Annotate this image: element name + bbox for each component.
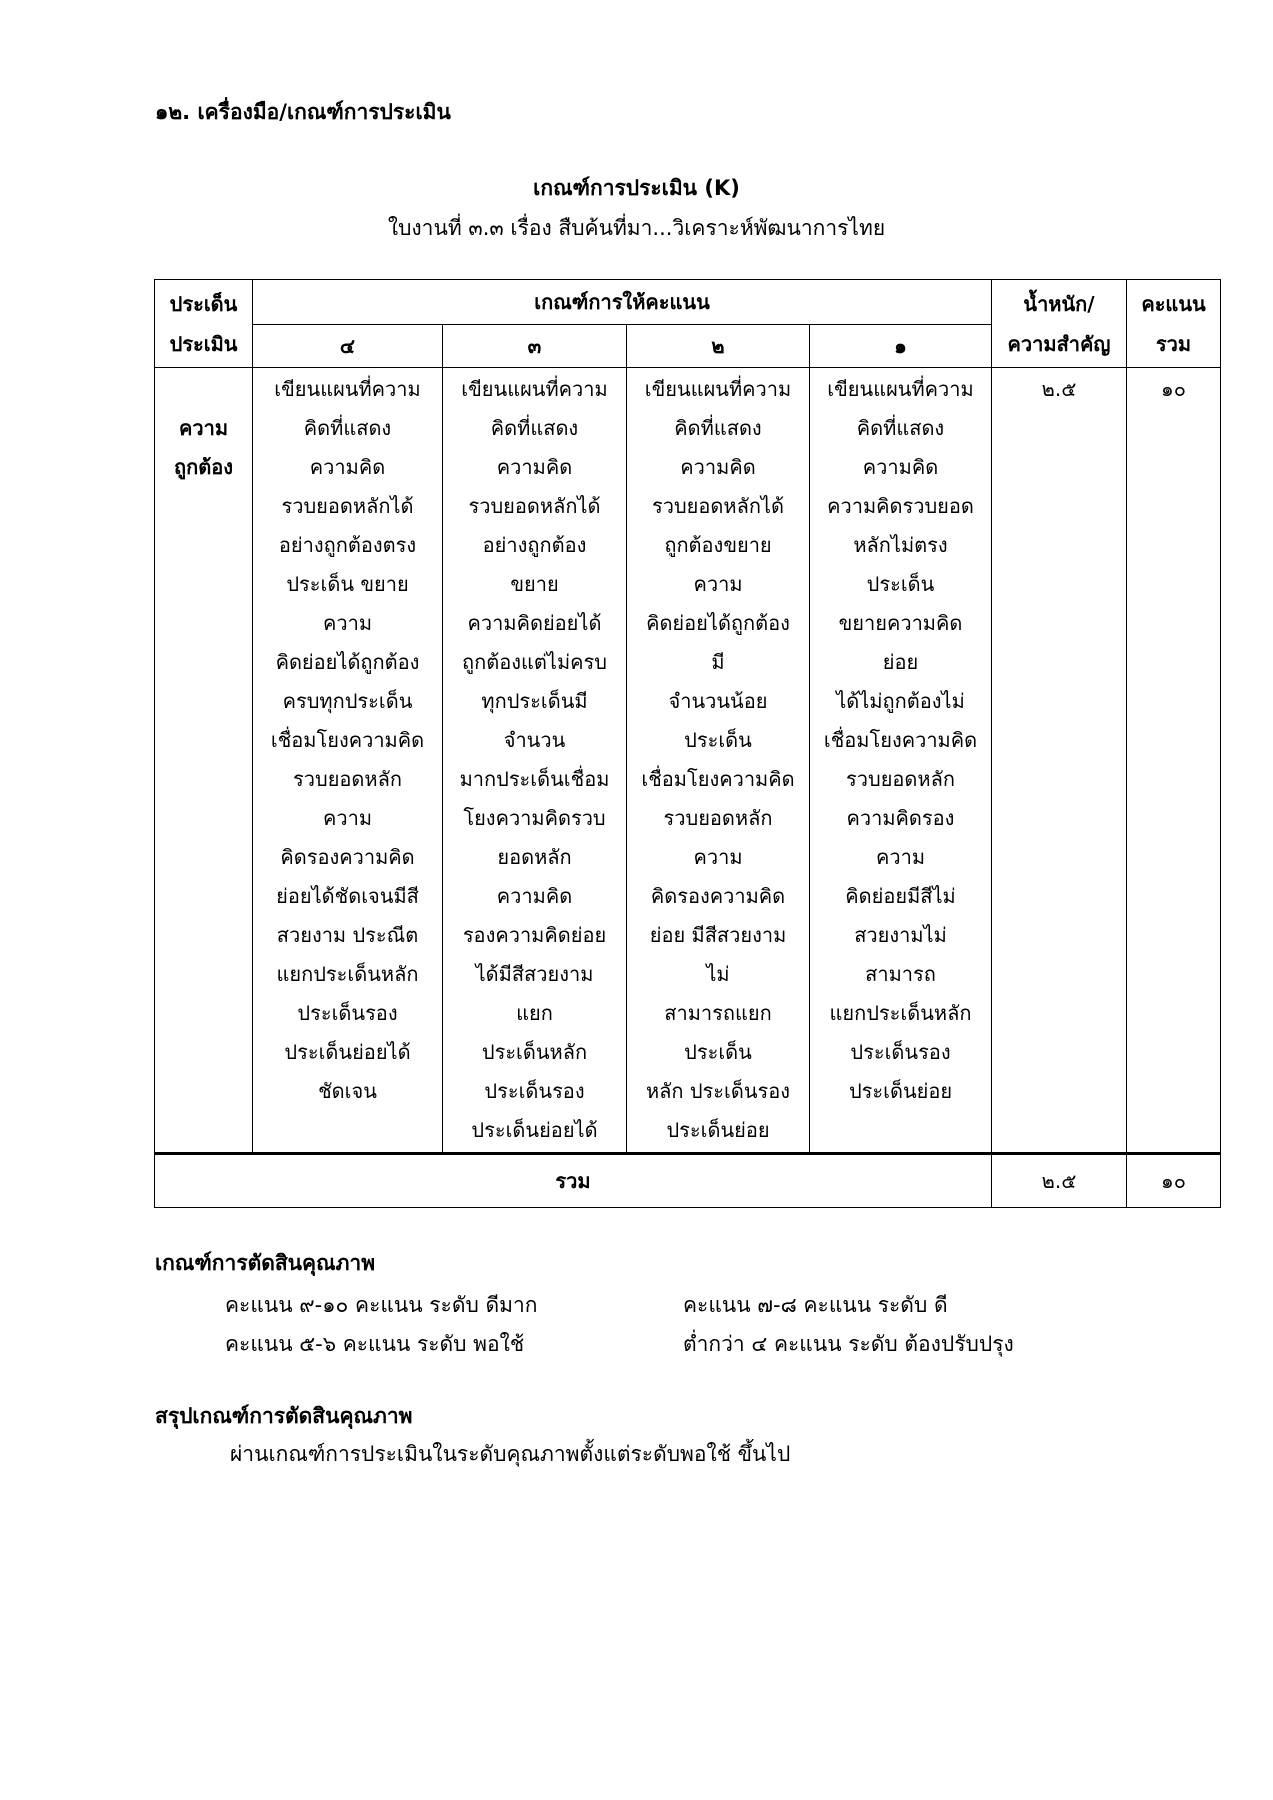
criteria-line: ประเด็นหลัก: [481, 1040, 588, 1064]
judgement-row2-left: คะแนน ๕-๖ คะแนน ระดับ พอใช้: [225, 1332, 525, 1356]
criteria-line: ครบทุกประเด็น: [282, 689, 413, 713]
criteria-line: รวบยอดหลักได้: [468, 494, 601, 518]
criteria-level-1: [810, 368, 992, 1154]
judgement-row1-right: คะแนน ๗-๘ คะแนน ระดับ ดี: [683, 1293, 948, 1317]
criteria-line: ได้ไม่ถูกต้องไม่: [836, 689, 965, 713]
criteria-line: ประเด็นย่อย: [848, 1079, 953, 1103]
criteria-row: [155, 368, 1221, 1154]
criteria-line: ประเด็น ขยาย: [286, 572, 409, 596]
criteria-line: เชื่อมโยงความคิด: [823, 728, 978, 752]
header-topic-line2: ประเมิน: [169, 331, 238, 356]
summary-heading: สรุปเกณฑ์การตัดสินคุณภาพ: [155, 1404, 413, 1428]
criteria-line: สามารถแยก: [664, 1001, 772, 1025]
criteria-line: คิดรองความคิด: [280, 845, 415, 869]
rubric-table: [154, 279, 1221, 1208]
criteria-line: ประเด็นรอง: [850, 1040, 951, 1064]
criteria-line: หลักไม่ตรง: [853, 533, 948, 557]
criteria-line: สวยงามไม่: [854, 923, 947, 947]
criteria-level-2: [627, 368, 810, 1154]
criteria-line: จำนวน: [503, 728, 566, 752]
total-row: [155, 1154, 1221, 1208]
criteria-line: ได้มีสีสวยงาม: [475, 962, 594, 986]
criteria-line: เขียนแผนที่ความ: [461, 377, 608, 401]
criteria-line: มากประเด็นเชื่อม: [459, 767, 610, 791]
summary-text: ผ่านเกณฑ์การประเมินในระดับคุณภาพตั้งแต่ระดับพอใช้ ขึ้นไป: [230, 1442, 791, 1466]
criteria-line: ความคิดรอง: [846, 806, 955, 830]
criteria-line: แยกประเด็นหลัก: [276, 962, 419, 986]
criteria-line: ยอดหลัก: [497, 845, 572, 869]
criteria-line: คิดรองความคิด: [650, 884, 786, 908]
criteria-line: ความ: [875, 845, 926, 869]
criteria-line: ความคิด: [862, 455, 939, 479]
criteria-line: ย่อยได้ชัดเจนมีสี: [276, 884, 419, 908]
criteria-line: รวบยอดหลักได้: [652, 494, 784, 518]
total-label: รวม: [155, 1154, 992, 1208]
criteria-line: เชื่อมโยงความคิด: [270, 728, 425, 752]
criteria-line: มี: [711, 650, 725, 674]
header-criteria: เกณฑ์การให้คะแนน: [253, 280, 992, 325]
criteria-line: เชื่อมโยงความคิด: [641, 767, 795, 791]
criteria-line: เขียนแผนที่ความ: [274, 377, 421, 401]
criteria-line: คิดย่อยได้ถูกต้อง: [275, 650, 420, 674]
header-topic: [155, 280, 253, 368]
section-heading: ๑๒. เครื่องมือ/เกณฑ์การประเมิน: [155, 100, 451, 124]
header-topic-line1: ประเด็น: [169, 291, 238, 316]
criteria-line: รองความคิดย่อย: [462, 923, 607, 947]
criteria-line: ความ: [322, 806, 373, 830]
criteria-line: คิดที่แสดง: [303, 416, 392, 440]
criteria-line: รวบยอดหลัก: [846, 767, 955, 791]
criteria-line: ความคิดย่อยได้: [467, 611, 602, 635]
criteria-line: รวบยอดหลัก: [663, 806, 773, 830]
header-level-4: ๔: [253, 325, 443, 368]
criteria-line: ทุกประเด็นมี: [481, 689, 588, 713]
criteria-line: สามารถ: [865, 962, 936, 986]
criteria-line: คิดย่อยมีสีไม่: [845, 884, 956, 908]
total-score: ๑๐: [1127, 1154, 1221, 1208]
criteria-line: ย่อย: [882, 650, 919, 674]
criteria-line: ย่อย มีสีสวยงาม: [649, 923, 787, 947]
header-score-line2: รวม: [1155, 331, 1192, 356]
weight-value: ๒.๕: [992, 368, 1127, 1154]
criteria-line: ความ: [693, 572, 743, 596]
header-level-1: ๑: [810, 325, 992, 368]
criteria-line: ความ: [693, 845, 743, 869]
criteria-line: แยกประเด็นหลัก: [829, 1001, 972, 1025]
topic-line2: ถูกต้อง: [174, 455, 233, 479]
criteria-level-4: [253, 368, 443, 1154]
criteria-line: ขยาย: [510, 572, 559, 596]
criteria-line: ประเด็น: [684, 728, 752, 752]
judgement-row1-left: คะแนน ๙-๑๐ คะแนน ระดับ ดีมาก: [225, 1293, 538, 1317]
criteria-line: ความคิด: [309, 455, 386, 479]
criteria-line: ถูกต้องแต่ไม่ครบ: [462, 650, 607, 674]
criteria-line: คิดที่แสดง: [490, 416, 579, 440]
criteria-line: สวยงาม ประณีต: [276, 923, 419, 947]
criteria-level-3: [443, 368, 627, 1154]
criteria-line: แยก: [516, 1001, 553, 1025]
header-score: [1127, 280, 1221, 368]
criteria-line: อย่างถูกต้อง: [482, 533, 587, 557]
criteria-line: ประเด็นย่อยได้: [471, 1118, 598, 1142]
criteria-line: ขยายความคิด: [838, 611, 963, 635]
criteria-line: เขียนแผนที่ความ: [644, 377, 792, 401]
criteria-line: ชัดเจน: [318, 1079, 377, 1103]
criteria-line: ประเด็นรอง: [484, 1079, 585, 1103]
criteria-line: ประเด็น: [866, 572, 935, 596]
criteria-line: ความคิด: [680, 455, 756, 479]
total-weight: ๒.๕: [992, 1154, 1127, 1208]
criteria-line: ความคิดรวบยอด: [827, 494, 974, 518]
criteria-line: คิดที่แสดง: [856, 416, 945, 440]
criteria-line: รวบยอดหลักได้: [281, 494, 414, 518]
criteria-line: ประเด็นย่อยได้: [284, 1040, 411, 1064]
criteria-line: รวบยอดหลัก: [293, 767, 402, 791]
judgement-row2-right: ต่ำกว่า ๔ คะแนน ระดับ ต้องปรับปรุง: [683, 1332, 1014, 1356]
header-level-2: ๒: [627, 325, 810, 368]
criteria-line: ความ: [322, 611, 373, 635]
header-weight-line1: น้ำหนัก/: [1023, 291, 1095, 316]
criteria-line: จำนวนน้อย: [668, 689, 768, 713]
criteria-line: คิดย่อยได้ถูกต้อง: [646, 611, 790, 635]
score-value: ๑๐: [1127, 368, 1221, 1154]
header-score-line1: คะแนน: [1141, 291, 1206, 316]
criteria-line: ประเด็น: [684, 1040, 752, 1064]
rubric-title: เกณฑ์การประเมิน (K): [533, 176, 740, 200]
criteria-line: ไม่: [706, 962, 730, 986]
header-weight-line2: ความสำคัญ: [1007, 331, 1111, 356]
criteria-line: อย่างถูกต้องตรง: [278, 533, 417, 557]
judgement-heading: เกณฑ์การตัดสินคุณภาพ: [155, 1251, 376, 1275]
criteria-line: ความคิด: [496, 455, 573, 479]
criteria-line: ความคิด: [496, 884, 573, 908]
topic-line1: ความ: [178, 416, 229, 440]
criteria-line: ประเด็นย่อย: [666, 1118, 770, 1142]
criteria-line: ถูกต้องขยาย: [664, 533, 772, 557]
criteria-line: เขียนแผนที่ความ: [827, 377, 974, 401]
header-level-3: ๓: [443, 325, 627, 368]
header-weight: [992, 280, 1127, 368]
criteria-line: ประเด็นรอง: [297, 1001, 398, 1025]
criteria-line: คิดที่แสดง: [674, 416, 762, 440]
criteria-line: หลัก ประเด็นรอง: [645, 1079, 791, 1103]
criteria-line: โยงความคิดรวบ: [463, 806, 606, 830]
rubric-subtitle: ใบงานที่ ๓.๓ เรื่อง สืบค้นที่มา...วิเคราะห์พัฒนาการไทย: [387, 216, 886, 240]
topic-cell: [155, 368, 253, 1154]
